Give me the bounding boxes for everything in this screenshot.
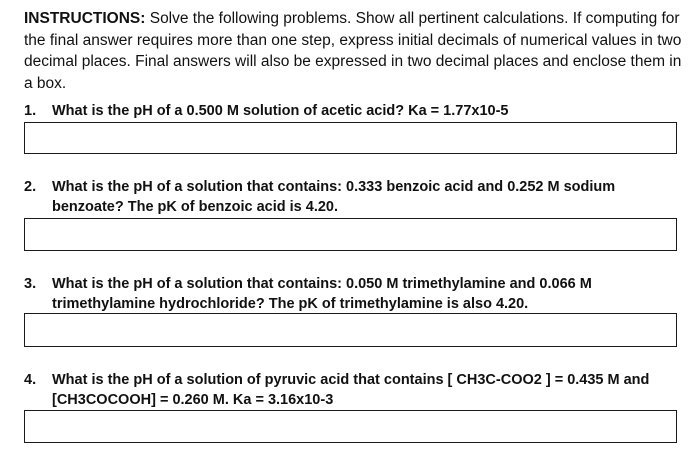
question-number: 3. [24, 276, 37, 292]
question-number: 1. [24, 103, 37, 119]
question-number: 4. [24, 372, 37, 388]
question-text: What is the pH of a solution that contains: 0.333 benzoic acid and 0.252 M sodium benzoate? The pK of benzoic acid is 4.20. [52, 179, 616, 215]
instructions-label: INSTRUCTIONS: [24, 10, 146, 27]
question-1 [24, 101, 688, 121]
question-number: 2. [24, 179, 37, 195]
instructions-paragraph [24, 8, 688, 94]
answer-box-3[interactable] [24, 313, 677, 347]
question-2 [24, 177, 688, 217]
instructions-text: Solve the following problems. Show all pertinent calculations. If computing for the final answer requires more than one step, express initial decimals of numerical values in two decimal places. Final answers will also be expressed in two decimal places and enclose them in a box. [24, 10, 682, 92]
question-text: What is the pH of a solution that contains: 0.050 M trimethylamine and 0.066 M trimethylamine hydrochloride? The pK of trimethylamine is also 4.20. [52, 276, 592, 312]
question-text: What is the pH of a 0.500 M solution of acetic acid? Ka = 1.77x10-5 [52, 103, 509, 119]
answer-box-2[interactable] [24, 218, 677, 251]
question-3 [24, 274, 688, 314]
question-4 [24, 370, 688, 410]
answer-box-1[interactable] [24, 122, 677, 154]
question-text: What is the pH of a solution of pyruvic acid that contains [ CH3C-COO2 ] = 0.435 M and [CH3COCOOH] = 0.260 M. Ka = 3.16x10-3 [52, 372, 650, 408]
answer-box-4[interactable] [24, 410, 677, 443]
